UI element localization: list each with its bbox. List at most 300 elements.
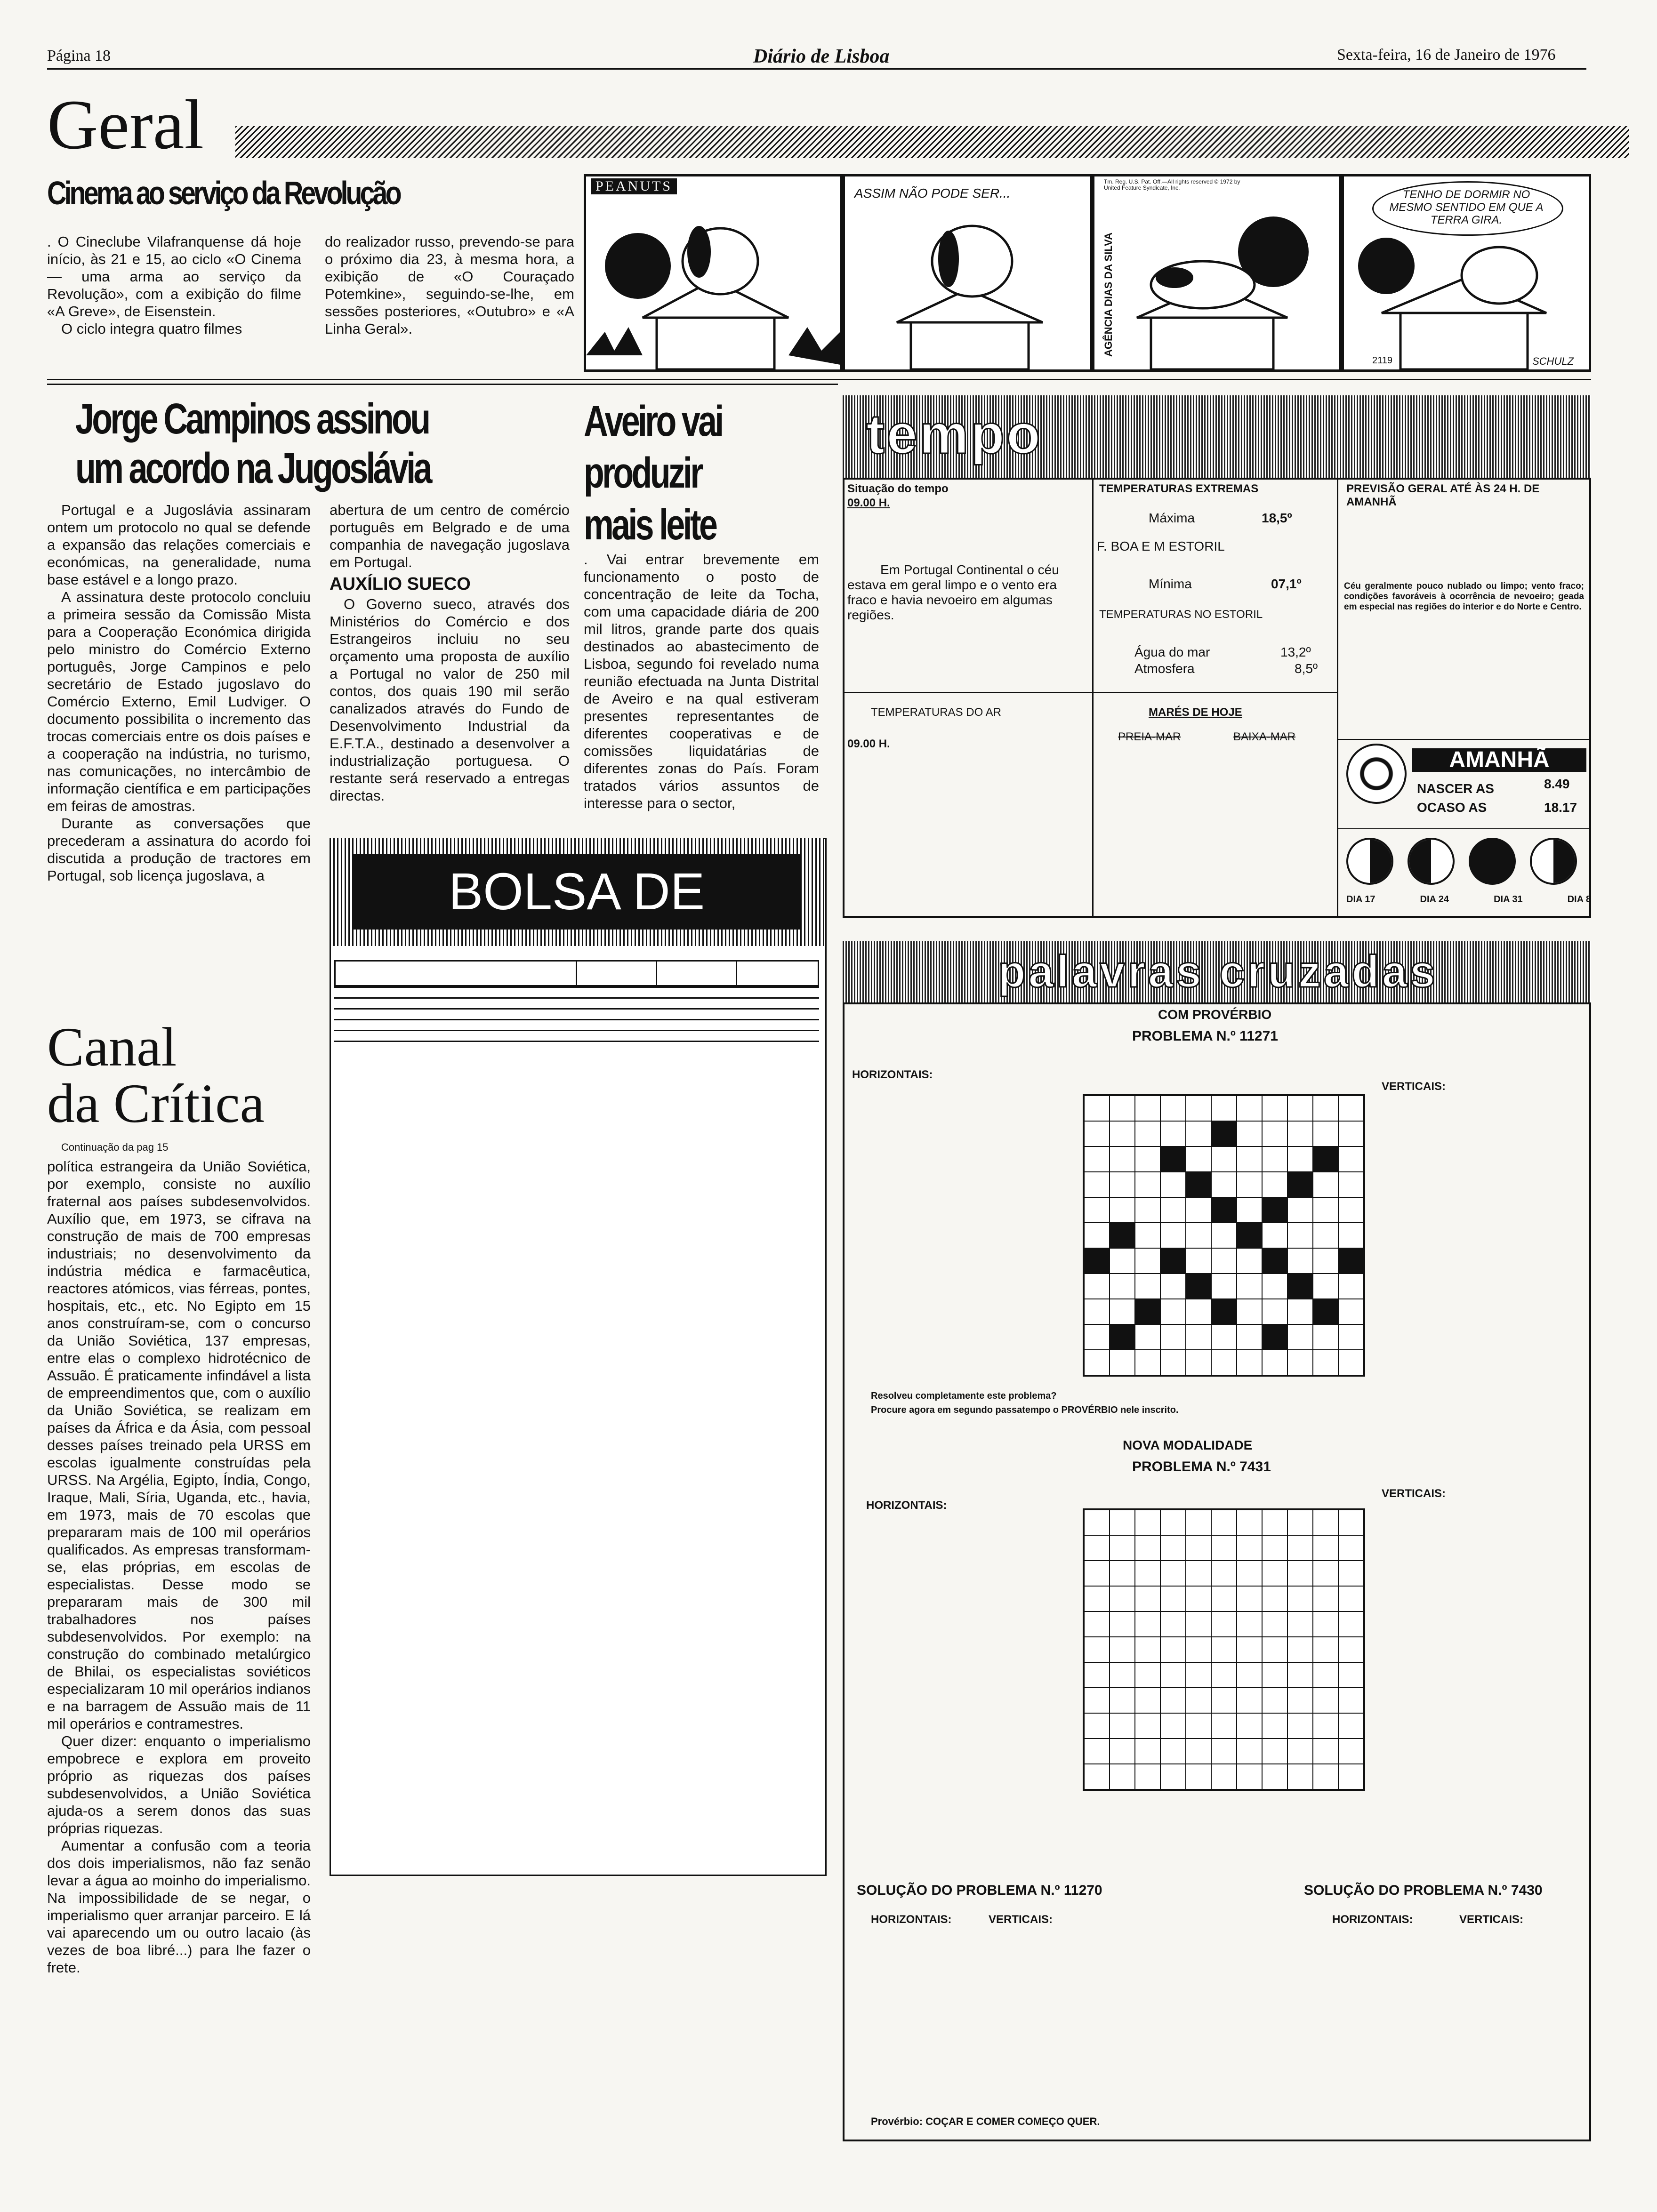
crossword-cell[interactable] [1262,1662,1287,1688]
crossword-cell[interactable] [1186,1324,1211,1350]
crossword-cell[interactable] [1110,1586,1135,1611]
crossword-cell[interactable] [1211,1223,1237,1248]
crossword-cell[interactable] [1237,1713,1262,1739]
crossword-cell[interactable] [1338,1688,1364,1713]
crossword-cell[interactable] [1262,1510,1287,1535]
crossword-cell[interactable] [1135,1172,1160,1197]
crossword-cell[interactable] [1110,1299,1135,1324]
crossword-cell[interactable] [1160,1662,1186,1688]
estoril-label: F. BOA E M ESTORIL [1097,539,1225,553]
crossword-cell[interactable] [1237,1535,1262,1561]
crossword-cell[interactable] [1338,1637,1364,1662]
crossword-cell[interactable] [1110,1561,1135,1586]
crossword-cell[interactable] [1262,1096,1287,1121]
crossword-cell[interactable] [1135,1350,1160,1375]
crossword-cell[interactable] [1262,1350,1287,1375]
crossword-cell[interactable] [1313,1611,1338,1637]
crossword-cell[interactable] [1160,1510,1186,1535]
crossword-cell[interactable] [1135,1121,1160,1146]
crossword-cell[interactable] [1211,1146,1237,1172]
crossword-cell[interactable] [1262,1586,1287,1611]
crossword-cell[interactable] [1160,1561,1186,1586]
crossword-cell[interactable] [1338,1172,1364,1197]
crossword-cell[interactable] [1211,1510,1237,1535]
crossword-cell[interactable] [1160,1350,1186,1375]
jugoslavia-title-2: um acordo na Jugoslávia [75,444,430,492]
crossword-cell[interactable] [1110,1274,1135,1299]
grid-row-number [1060,1247,1079,1272]
p2-horiz-label: HORIZONTAIS: [866,1499,947,1512]
crossword-cell[interactable] [1287,1561,1313,1586]
crossword-cell[interactable] [1084,1121,1110,1146]
crossword-cell[interactable] [1262,1274,1287,1299]
p1-note-1: Resolveu completamente este problema? [871,1391,1057,1401]
date: Sexta-feira, 16 de Janeiro de 1976 [1337,46,1556,64]
crossword-cell[interactable] [1211,1299,1237,1324]
grid-row-number [1060,1635,1079,1661]
crossword-cell[interactable] [1287,1764,1313,1789]
crossword-cell[interactable] [1338,1739,1364,1764]
comic-signature: SCHULZ [1532,355,1574,367]
crossword-cell[interactable] [1135,1248,1160,1274]
crossword-cell[interactable] [1186,1274,1211,1299]
crossword-cell[interactable] [1110,1739,1135,1764]
crossword-cell[interactable] [1262,1248,1287,1274]
nascer-label: NASCER AS [1417,781,1494,796]
crossword-cell[interactable] [1211,1121,1237,1146]
crossword-cell[interactable] [1084,1637,1110,1662]
crossword-cell[interactable] [1262,1764,1287,1789]
crossword-cell[interactable] [1135,1561,1160,1586]
crossword-cell[interactable] [1287,1299,1313,1324]
crossword-cell[interactable] [1135,1223,1160,1248]
crossword-cell[interactable] [1287,1662,1313,1688]
crossword-cell[interactable] [1211,1350,1237,1375]
crossword-cell[interactable] [1287,1637,1313,1662]
crossword-cell[interactable] [1313,1586,1338,1611]
crossword-cell[interactable] [1313,1274,1338,1299]
crossword-cell[interactable] [1287,1611,1313,1637]
p1-subtitle: COM PROVÉRBIO [1158,1007,1272,1022]
moon-phase-first-quarter-icon [1346,838,1393,885]
palavras-title: palavras cruzadas [998,946,1438,997]
crossword-cell[interactable] [1160,1146,1186,1172]
crossword-cell[interactable] [1262,1637,1287,1662]
crossword-cell[interactable] [1262,1223,1287,1248]
crossword-cell[interactable] [1110,1172,1135,1197]
ar-heading: TEMPERATURAS DO AR [871,706,1001,719]
crossword-cell[interactable] [1237,1637,1262,1662]
crossword-cell[interactable] [1313,1324,1338,1350]
crossword-cell[interactable] [1084,1611,1110,1637]
crossword-cell[interactable] [1110,1324,1135,1350]
crossword-cell[interactable] [1110,1764,1135,1789]
agua-label: Água do mar [1134,645,1210,659]
crossword-cell[interactable] [1237,1172,1262,1197]
masthead: Diário de Lisboa [753,46,890,67]
crossword-cell[interactable] [1186,1510,1211,1535]
crossword-cell[interactable] [1287,1535,1313,1561]
crossword-cell[interactable] [1237,1764,1262,1789]
crossword-cell[interactable] [1287,1248,1313,1274]
jugoslavia-col1: Portugal e a Jugoslávia assinaram ontem um protocolo no qual se defende a expansão das relações comerciais e económicas, na generalidade, numa base estável e a longo prazo. A assinatura deste protocolo concluiu a primeira sessão da Comissão Mista para a Cooperação Económica dirigida pelo ministro do Comércio Externo português, Jorge Campinos e pelo secretário de Estado jugoslavo do Comércio Externo, Emil Ludviger. O documento possibilita o incremento das trocas comerciais entre os dois países e a cooperação na indústria, no turismo, nas comunicações, no intercâmbio de informação científica e em participações em feiras de amostras. Durante as conversações que precederam a assinatura do acordo foi discutida a produção de tractores em Portugal, sob licença jugoslava, a [47,502,311,884]
crossword-cell[interactable] [1313,1561,1338,1586]
crossword-cell[interactable] [1135,1611,1160,1637]
crossword-cell[interactable] [1211,1274,1237,1299]
crossword-cell[interactable] [1338,1121,1364,1146]
crossword-cell[interactable] [1287,1223,1313,1248]
crossword-cell[interactable] [1287,1324,1313,1350]
crossword-cell[interactable] [1160,1172,1186,1197]
bolsa-section [334,986,819,997]
crossword-cell[interactable] [1237,1586,1262,1611]
crossword-cell[interactable] [1135,1586,1160,1611]
crossword-cell[interactable] [1160,1688,1186,1713]
crossword-cell[interactable] [1160,1611,1186,1637]
crossword-cell[interactable] [1135,1662,1160,1688]
crossword-cell[interactable] [1186,1223,1211,1248]
crossword-cell[interactable] [1186,1586,1211,1611]
crossword-cell[interactable] [1313,1223,1338,1248]
crossword-cell[interactable] [1135,1274,1160,1299]
crossword-cell[interactable] [1262,1324,1287,1350]
crossword-cell[interactable] [1110,1510,1135,1535]
crossword-cell[interactable] [1338,1299,1364,1324]
crossword-cell[interactable] [1135,1764,1160,1789]
crossword-cell[interactable] [1160,1586,1186,1611]
bolsa-section [334,1041,819,1051]
crossword-cell[interactable] [1186,1197,1211,1223]
crossword-cell[interactable] [1186,1764,1211,1789]
crossword-cell[interactable] [1287,1586,1313,1611]
crossword-cell[interactable] [1313,1510,1338,1535]
crossword-cell[interactable] [1160,1121,1186,1146]
crossword-cell[interactable] [1338,1561,1364,1586]
crossword-cell[interactable] [1135,1688,1160,1713]
crossword-cell[interactable] [1135,1324,1160,1350]
crossword-cell[interactable] [1313,1096,1338,1121]
crossword-cell[interactable] [1084,1299,1110,1324]
sol2-title: SOLUÇÃO DO PROBLEMA N.º 7430 [1304,1883,1543,1898]
crossword-cell[interactable] [1313,1662,1338,1688]
grid-row-number [1060,1661,1079,1686]
crossword-cell[interactable] [1287,1121,1313,1146]
crossword-cell[interactable] [1237,1197,1262,1223]
bolsa-title: BOLSA DE LISBOA [353,854,800,930]
crossword-cell[interactable] [1110,1223,1135,1248]
crossword-cell[interactable] [1084,1096,1110,1121]
situacao-time: 09.00 H. [847,497,890,509]
grid-row-number [1060,1120,1079,1145]
crossword-cell[interactable] [1338,1146,1364,1172]
crossword-cell[interactable] [1237,1688,1262,1713]
crossword-cell[interactable] [1160,1096,1186,1121]
crossword-cell[interactable] [1110,1637,1135,1662]
crossword-cell[interactable] [1186,1561,1211,1586]
crossword-cell[interactable] [1287,1713,1313,1739]
crossword-cell[interactable] [1186,1096,1211,1121]
crossword-cell[interactable] [1084,1324,1110,1350]
crossword-cell[interactable] [1211,1096,1237,1121]
crossword-cell[interactable] [1237,1611,1262,1637]
p2-number: PROBLEMA N.º 7431 [1132,1459,1271,1475]
crossword-cell[interactable] [1084,1146,1110,1172]
section-rule [235,126,1629,158]
crossword-cell[interactable] [1110,1248,1135,1274]
crossword-cell[interactable] [1313,1535,1338,1561]
crossword-cell[interactable] [1084,1197,1110,1223]
crossword-cell[interactable] [1135,1510,1160,1535]
crossword-cell[interactable] [1338,1611,1364,1637]
crossword-cell[interactable] [1084,1662,1110,1688]
crossword-cell[interactable] [1237,1510,1262,1535]
crossword-cell[interactable] [1135,1739,1160,1764]
sol2-vert-label: VERTICAIS: [1459,1913,1524,1926]
crossword-cell[interactable] [1237,1223,1262,1248]
crossword-cell[interactable] [1313,1713,1338,1739]
crossword-cell[interactable] [1160,1535,1186,1561]
crossword-cell[interactable] [1338,1350,1364,1375]
crossword-cell[interactable] [1262,1561,1287,1586]
crossword-cell[interactable] [1186,1121,1211,1146]
crossword-cell[interactable] [1084,1172,1110,1197]
crossword-cell[interactable] [1084,1713,1110,1739]
crossword-cell[interactable] [1135,1299,1160,1324]
crossword-cell[interactable] [1237,1350,1262,1375]
crossword-cell[interactable] [1313,1248,1338,1274]
crossword-cell[interactable] [1110,1121,1135,1146]
crossword-cell[interactable] [1211,1688,1237,1713]
crossword-cell[interactable] [1313,1172,1338,1197]
crossword-cell[interactable] [1160,1274,1186,1299]
crossword-cell[interactable] [1287,1274,1313,1299]
crossword-cell[interactable] [1084,1688,1110,1713]
grid-row-number [1060,1686,1079,1712]
crossword-cell[interactable] [1186,1611,1211,1637]
crossword-cell[interactable] [1211,1197,1237,1223]
preia-label: PREIA-MAR [1118,730,1181,743]
crossword-cell[interactable] [1237,1324,1262,1350]
crossword-cell[interactable] [1160,1248,1186,1274]
crossword-cell[interactable] [1110,1197,1135,1223]
crossword-cell[interactable] [1186,1713,1211,1739]
crossword-cell[interactable] [1338,1535,1364,1561]
crossword-cell[interactable] [1084,1535,1110,1561]
crossword-cell[interactable] [1186,1688,1211,1713]
crossword-cell[interactable] [1287,1096,1313,1121]
comic-panel-2 [843,174,1092,372]
crossword-cell[interactable] [1211,1535,1237,1561]
crossword-cell[interactable] [1211,1248,1237,1274]
comic-balloon-2: ASSIM NÃO PODE SER... [854,186,1011,200]
crossword-cell[interactable] [1313,1121,1338,1146]
crossword-cell[interactable] [1338,1248,1364,1274]
crossword-cell[interactable] [1211,1324,1237,1350]
grid-row-number [1060,1763,1079,1788]
crossword-cell[interactable] [1262,1146,1287,1172]
crossword-cell[interactable] [1186,1535,1211,1561]
crossword-cell[interactable] [1313,1146,1338,1172]
amanha-label: AMANHÃ [1412,748,1586,772]
crossword-cell[interactable] [1110,1146,1135,1172]
maxima-label: Máxima [1149,511,1195,525]
grid-row-number [1060,1559,1079,1585]
crossword-cell[interactable] [1160,1764,1186,1789]
crossword-cell[interactable] [1135,1637,1160,1662]
crossword-cell[interactable] [1287,1739,1313,1764]
crossword-cell[interactable] [1338,1274,1364,1299]
crossword-cell[interactable] [1160,1713,1186,1739]
crossword-cell[interactable] [1186,1662,1211,1688]
crossword-cell[interactable] [1313,1299,1338,1324]
canal-title-2: da Crítica [47,1073,265,1134]
grid-row-number [1060,1323,1079,1348]
crossword-cell[interactable] [1110,1611,1135,1637]
crossword-cell[interactable] [1237,1299,1262,1324]
crossword-cell[interactable] [1237,1096,1262,1121]
crossword-cell[interactable] [1262,1121,1287,1146]
previsao-heading: PREVISÃO GERAL ATÉ ÀS 24 H. DE AMANHÃ [1346,482,1540,508]
moon-phase-full-icon [1530,838,1577,885]
grid-row-number [1060,1737,1079,1763]
crossword-cell[interactable] [1186,1146,1211,1172]
crossword-cell[interactable] [1084,1350,1110,1375]
crossword-cell[interactable] [1338,1662,1364,1688]
crossword-cell[interactable] [1237,1274,1262,1299]
crossword-cell[interactable] [1186,1248,1211,1274]
crossword-cell[interactable] [1237,1248,1262,1274]
crossword-cell[interactable] [1262,1535,1287,1561]
crossword-cell[interactable] [1110,1096,1135,1121]
bolsa-header-row [334,960,819,986]
crossword-cell[interactable] [1160,1299,1186,1324]
crossword-cell[interactable] [1084,1764,1110,1789]
crossword-cell[interactable] [1110,1662,1135,1688]
crossword-cell[interactable] [1211,1662,1237,1688]
ocaso-value: 18.17 [1544,800,1577,815]
crossword-cell[interactable] [1084,1739,1110,1764]
snoopy-doghouse-drawing-4 [1344,176,1589,369]
crossword-cell[interactable] [1135,1713,1160,1739]
crossword-cell[interactable] [1313,1764,1338,1789]
aveiro-text: . Vai entrar brevemente em funcionamento o posto de concentração de leite da Tocha, com uma capacidade diária de 200 mil litros, grande parte dos quais destinados ao abastecimento de Lisboa, segundo foi revelado numa reunião efectuada na Junta Distrital de Aveiro e na qual estiveram presentes representantes de diferentes cooperativas e de comissões liquidatárias de diferentes zonas do País. Foram tratados vários assuntos de interesse para o sector, [584,551,819,811]
crossword-cell[interactable] [1211,1561,1237,1586]
grid-row-number [1060,1170,1079,1196]
crossword-cell[interactable] [1084,1274,1110,1299]
crossword-cell[interactable] [1237,1561,1262,1586]
jugoslavia-col2: abertura de um centro de comércio português em Belgrado e de uma companhia de navegação jugoslava em Portugal. AUXÍLIO SUECO O Governo sueco, através dos Ministérios do Comércio e dos Estrangeiros incluiu no seu orçamento uma proposta de auxílio a Portugal no valor de 250 mil contos, dos quais 190 mil serão canalizados através do Fundo de Desenvolvimento Industrial da E.F.T.A., destinado a desenvolver a industrialização portuguesa. O restante será reservado a entregas directas. [330,502,570,804]
crossword-cell[interactable] [1338,1096,1364,1121]
crossword-cell[interactable] [1237,1739,1262,1764]
crossword-cell[interactable] [1237,1662,1262,1688]
crossword-cell[interactable] [1211,1172,1237,1197]
crossword-cell[interactable] [1186,1172,1211,1197]
crossword-cell[interactable] [1110,1688,1135,1713]
crossword-cell[interactable] [1211,1611,1237,1637]
crossword-cell[interactable] [1262,1172,1287,1197]
crossword-cell[interactable] [1338,1586,1364,1611]
crossword-cell[interactable] [1262,1713,1287,1739]
crossword-cell[interactable] [1135,1146,1160,1172]
crossword-cell[interactable] [1211,1713,1237,1739]
crossword-cell[interactable] [1186,1299,1211,1324]
crossword-cell[interactable] [1313,1197,1338,1223]
crossword-cell[interactable] [1262,1299,1287,1324]
crossword-cell[interactable] [1084,1223,1110,1248]
crossword-cell[interactable] [1160,1324,1186,1350]
crossword-cell[interactable] [1338,1324,1364,1350]
crossword-cell[interactable] [1262,1611,1287,1637]
snoopy-doghouse-drawing-3 [1094,176,1339,369]
cinema-col1: . O Cineclube Vilafranquense dá hoje início, às 21 e 15, ao ciclo «O Cinema — uma arma ao serviço da Revolução», com a exibição do filme «A Greve», de Eisenstein. O ciclo integra quatro filmes [47,233,301,337]
crossword-cell[interactable] [1313,1637,1338,1662]
crossword-cell[interactable] [1211,1739,1237,1764]
crossword-cell[interactable] [1338,1197,1364,1223]
crossword-cell[interactable] [1186,1637,1211,1662]
crossword-cell[interactable] [1135,1535,1160,1561]
cinema-col2: do realizador russo, prevendo-se para o próximo dia 23, à mesma hora, a exibição de «O Couraçado Potemkine», seguindo-se-lhe, em sessões posteriores, «Outubro» e «A Linha Geral». [325,233,574,337]
crossword-cell[interactable] [1237,1146,1262,1172]
grid-row-number [1060,1145,1079,1170]
bolsa-table [334,960,819,1051]
crossword-cell[interactable] [1084,1561,1110,1586]
crossword-cell[interactable] [1338,1223,1364,1248]
sol1-vert-label: VERTICAIS: [989,1913,1053,1926]
crossword-cell[interactable] [1160,1739,1186,1764]
crossword-cell[interactable] [1338,1713,1364,1739]
crossword-cell[interactable] [1287,1350,1313,1375]
crossword-cell[interactable] [1160,1637,1186,1662]
crossword-cell[interactable] [1313,1350,1338,1375]
crossword-cell[interactable] [1084,1510,1110,1535]
crossword-cell[interactable] [1313,1739,1338,1764]
crossword-cell[interactable] [1262,1688,1287,1713]
crossword-cell[interactable] [1338,1764,1364,1789]
crossword-cell[interactable] [1287,1688,1313,1713]
crossword-cell[interactable] [1160,1223,1186,1248]
crossword-cell[interactable] [1287,1510,1313,1535]
crossword-cell[interactable] [1262,1739,1287,1764]
crossword-cell[interactable] [1135,1197,1160,1223]
crossword-cell[interactable] [1287,1197,1313,1223]
crossword-cell[interactable] [1160,1197,1186,1223]
crossword-cell[interactable] [1211,1637,1237,1662]
p1-number: PROBLEMA N.º 11271 [1132,1028,1278,1044]
crossword-cell[interactable] [1237,1121,1262,1146]
comic-panel-1 [584,174,843,372]
crossword-cell[interactable] [1110,1535,1135,1561]
crossword-cell[interactable] [1262,1197,1287,1223]
crossword-cell[interactable] [1186,1739,1211,1764]
crossword-cell[interactable] [1135,1096,1160,1121]
crossword-cell[interactable] [1084,1248,1110,1274]
bolsa-col-header [576,962,656,985]
crossword-cell[interactable] [1211,1586,1237,1611]
grid-row-number [1060,1094,1079,1120]
crossword-cell[interactable] [1287,1146,1313,1172]
crossword-cell[interactable] [1338,1510,1364,1535]
crossword-cell[interactable] [1110,1713,1135,1739]
crossword-cell[interactable] [1186,1350,1211,1375]
comic-panel-4 [1342,174,1591,372]
crossword-cell[interactable] [1287,1172,1313,1197]
crossword-cell[interactable] [1313,1688,1338,1713]
snoopy-doghouse-drawing-2 [845,176,1090,369]
crossword-cell[interactable] [1084,1586,1110,1611]
crossword-cell[interactable] [1211,1764,1237,1789]
crossword-cell[interactable] [1110,1350,1135,1375]
bolsa-col-header [336,962,576,985]
